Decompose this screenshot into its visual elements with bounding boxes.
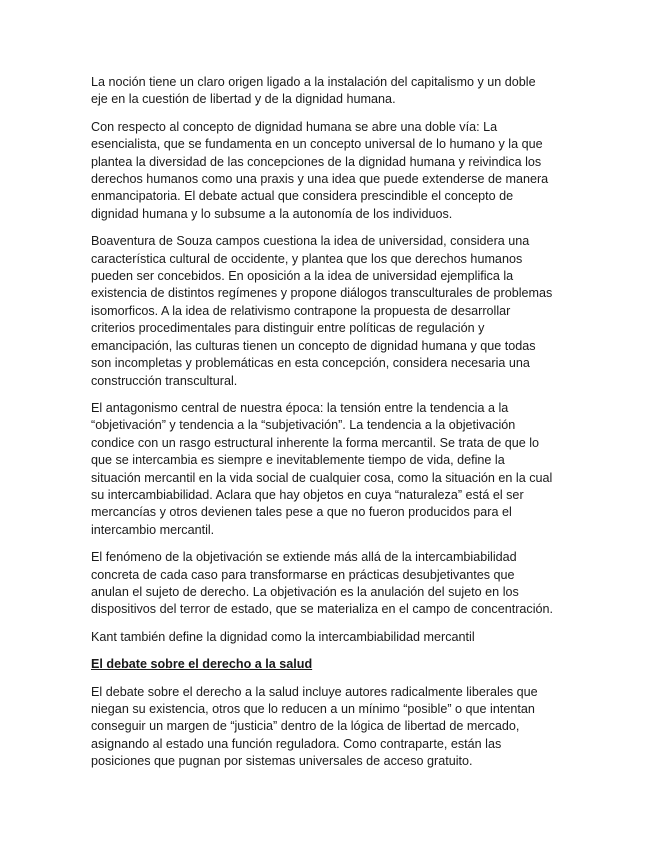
paragraph-1 (91, 74, 571, 109)
text-line: El debate sobre el derecho a la salud incluye autores radicalmente liberales que (91, 684, 538, 699)
text-line: derechos humanos como una praxis y una idea que puede extenderse de manera (91, 172, 549, 187)
text-line: condice con un rasgo estructural inherente la forma mercantil. Se trata de que lo (91, 435, 540, 450)
text-line: mercancías y otros devienen tales pese a que no fueron producidos para el (91, 505, 512, 520)
text-line: El antagonismo central de nuestra época: la tensión entre la tendencia a la (91, 400, 509, 415)
text-line: emancipación, las culturas tienen un concepto de dignidad humana y que todas (91, 338, 536, 353)
paragraph-2 (91, 119, 571, 223)
paragraph-6 (91, 629, 571, 646)
text-line: esencialista, que se fundamenta en un concepto universal de lo humano y la que (91, 137, 543, 152)
paragraph-5 (91, 549, 571, 619)
text-line: conseguir un margen de “justicia” dentro de la lógica de libertad de mercado, (91, 719, 520, 734)
text-line: criterios procedimentales para distinguir entre políticas de regulación y (91, 321, 485, 336)
text-line: concreta de cada caso para transformarse en prácticas desubjetivantes que (91, 567, 515, 582)
text-line: son incompletas y problemáticas en esta concepción, considera necesaria una (91, 356, 530, 371)
text-line: El fenómeno de la objetivación se extiende más allá de la intercambiabilidad (91, 550, 517, 565)
text-line: enmancipatoria. El debate actual que considera prescindible el concepto de (91, 189, 514, 204)
text-line: dispositivos del terror de estado, que se materializa en el campo de concentración. (91, 602, 554, 617)
text-line: construcción transcultural. (91, 373, 238, 388)
text-line: La noción tiene un claro origen ligado a la instalación del capitalismo y un doble (91, 75, 536, 89)
section-heading: El debate sobre el derecho a la salud (91, 657, 313, 672)
text-line: posiciones que pugnan por sistemas universales de acceso gratuito. (91, 754, 473, 769)
text-line: característica cultural de occidente, y plantea que los que derechos humanos (91, 251, 523, 266)
paragraph-final (91, 684, 571, 771)
text-line: anulan el sujeto de derecho. La objetivación es la anulación del sujeto en los (91, 584, 519, 599)
text-line: que se intercambia es siempre e inevitablemente tiempo de vida, define la (91, 453, 505, 468)
text-line: niegan su existencia, otros que lo reducen a un mínimo “posible” o que intentan (91, 702, 535, 716)
text-line: dignidad humana y lo subsume a la autonomía de los individuos. (91, 206, 453, 221)
text-line: eje en la cuestión de libertad y de la dignidad humana. (91, 92, 396, 107)
text-line: plantea la diversidad de las concepciones de la dignidad humana y reivindica los (91, 154, 542, 169)
text-line: existencia de distintos regímenes y propone diálogos transculturales de problemas (91, 286, 553, 301)
text-line: Kant también define la dignidad como la intercambiabilidad mercantil (91, 629, 475, 644)
text-line: asignando al estado una función reguladora. Como contraparte, están las (91, 736, 502, 751)
text-line: su intercambiabilidad. Aclara que hay objetos en cuya “naturaleza” está el ser (91, 487, 524, 502)
paragraph-3 (91, 233, 571, 390)
text-line: Con respecto al concepto de dignidad humana se abre una doble vía: La (91, 119, 498, 134)
text-line: Boaventura de Souza campos cuestiona la idea de universidad, considera una (91, 234, 530, 249)
text-line: situación mercantil en la vida social de cualquier cosa, como la situación en la cual (91, 470, 553, 485)
text-line: “objetivación” y tendencia a la “subjetivación”. La tendencia a la objetivación (91, 418, 516, 433)
paragraph-4 (91, 400, 571, 539)
text-line: isomorficos. A la idea de relativismo contrapone la propuesta de desarrollar (91, 303, 511, 318)
text-line: pueden ser concebidos. En oposición a la idea de universidad ejemplifica la (91, 269, 514, 284)
document-page (91, 74, 571, 781)
text-line: intercambio mercantil. (91, 522, 215, 537)
